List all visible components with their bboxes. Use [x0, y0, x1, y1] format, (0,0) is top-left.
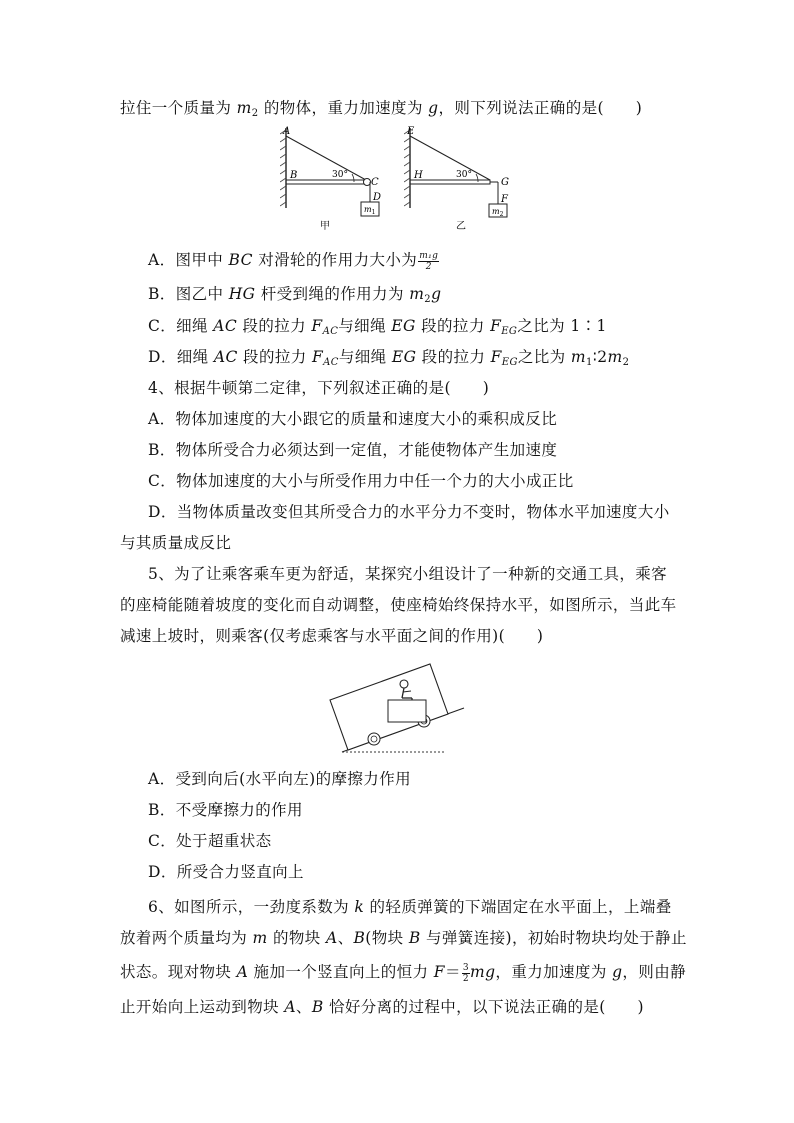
q5-stem-line3: 减速上坡时，则乘客(仅考虑乘客与水平面之间的作用)( )	[120, 627, 544, 645]
figure-jia	[280, 124, 390, 234]
q6-stem-line4: 止开始向上运动到物块 A、B 恰好分离的过程中，以下说法正确的是( )	[120, 998, 644, 1016]
q5-stem-line1: 5、为了让乘客乘车更为舒适，某探究小组设计了一种新的交通工具，乘客	[148, 565, 668, 583]
caption-jia: 甲	[320, 221, 330, 232]
angle-label: 30°	[456, 170, 472, 180]
q4-option-d-line1: D．当物体质量改变但其所受合力的水平分力不变时，物体水平加速度大小	[148, 503, 670, 521]
q6-stem-line1: 6、如图所示，一劲度系数为 k 的轻质弹簧的下端固定在水平面上，上端叠	[148, 898, 672, 916]
q3-option-a: A．图甲中 BC 对滑轮的作用力大小为 $\frac{\text{m₁g}}{2}$	[148, 250, 439, 272]
label-E: E	[407, 126, 415, 137]
q4-option-b: B．物体所受合力必须达到一定值，才能使物体产生加速度	[148, 441, 558, 459]
fraction: $\frac{3}{2}$	[462, 962, 469, 984]
q5-option-a: A．受到向后(水平向左)的摩擦力作用	[148, 770, 411, 788]
angle-label: 30°	[332, 170, 348, 180]
q5-stem-line2: 的座椅能随着坡度的变化而自动调整，使座椅始终保持水平，如图所示，当此车	[120, 596, 677, 614]
label-C: C	[371, 177, 379, 188]
q3-option-b: B．图乙中 HG 杆受到绳的作用力为 $m_2g$	[148, 285, 442, 305]
q5-option-d: D．所受合力竖直向上	[148, 863, 304, 881]
q5-option-b: B．不受摩擦力的作用	[148, 801, 303, 819]
caption-yi: 乙	[456, 221, 466, 232]
q3-stem: 拉住一个质量为 $m_2$ 的物体，重力加速度为 g，则下列说法正确的是( )	[120, 99, 643, 119]
q5-option-c: C．处于超重状态	[148, 832, 272, 850]
q4-option-a: A．物体加速度的大小跟它的质量和速度大小的乘积成反比	[148, 410, 558, 428]
q3-option-d: D．细绳 AC 段的拉力 $F_{AC}$与细绳 EG 段的拉力 $F_{EG}$之比为 $m_1∶2m_2$	[148, 348, 630, 368]
q4-option-d-line2: 与其质量成反比	[120, 534, 232, 552]
label-F: F	[501, 194, 508, 205]
label-D: D	[373, 192, 382, 203]
q4-stem: 4、根据牛顿第二定律，下列叙述正确的是( )	[148, 379, 490, 397]
fraction: $\frac{\text{m₁g}}{2}$	[419, 250, 439, 272]
label-B: B	[290, 170, 298, 181]
mass-label: $m_2$	[492, 207, 504, 218]
q3-option-c: C．细绳 AC 段的拉力 $F_{AC}$与细绳 EG 段的拉力 $F_{EG}$之比为 1∶1	[148, 317, 607, 337]
q4-option-c: C．物体加速度的大小与所受作用力中任一个力的大小成正比	[148, 472, 574, 490]
q6-stem-line3: 状态。现对物块 A 施加一个竖直向上的恒力 F＝ $\frac{3}{2}$ mg，重力加速度为 g，则由静	[120, 962, 686, 984]
q6-stem-line2: 放着两个质量均为 m 的物块 A、B(物块 B 与弹簧连接)，初始时物块均处于静止	[120, 929, 687, 947]
figure-vehicle-on-slope	[326, 662, 476, 762]
mass-label: $m_1$	[364, 205, 376, 216]
label-H: H	[414, 170, 423, 181]
label-A: A	[283, 126, 291, 137]
label-G: G	[501, 177, 509, 188]
figure-yi	[404, 124, 516, 234]
